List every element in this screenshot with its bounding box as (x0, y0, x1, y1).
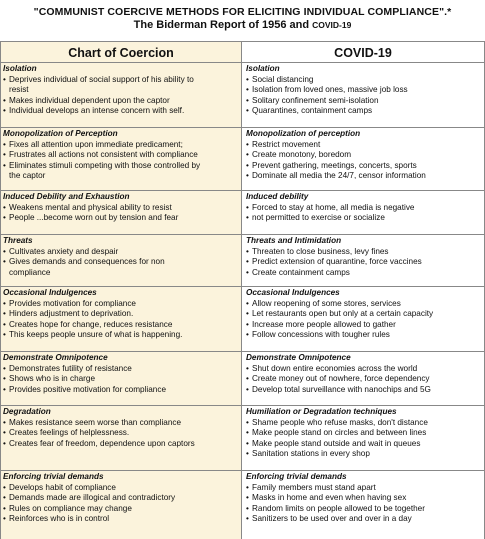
covid-bullet-item (246, 203, 482, 214)
coercion-section (1, 63, 241, 128)
coercion-section-title: Occasional Indulgences (3, 288, 97, 297)
covid-bullet-item (246, 75, 482, 86)
coercion-bullet-text: resist (9, 85, 29, 95)
coercion-section (1, 235, 241, 287)
coercion-column (0, 41, 242, 539)
covid-bullet-text: Create money out of nowhere, force dependency (252, 374, 430, 384)
covid-bullet-item (246, 106, 482, 117)
covid-bullet-text: Quarantines, containment camps (252, 106, 373, 116)
covid-bullet-item (246, 493, 482, 504)
covid-bullet-text: not permitted to exercise or socialize (252, 213, 385, 223)
covid-bullet-text: Masks in home and even when having sex (252, 493, 407, 503)
coercion-bullet-item (3, 96, 239, 107)
coercion-bullet-item (3, 320, 239, 331)
coercion-bullet-text: Creates feelings of helplessness. (9, 428, 130, 438)
coercion-bullet-text: the captor (9, 171, 46, 181)
covid-bullet-item (246, 504, 482, 515)
covid-bullet-text: Follow concessions with tougher rules (252, 330, 390, 340)
coercion-bullet-item (3, 309, 239, 320)
covid-section (242, 128, 484, 191)
covid-section-title: Monopolization of perception (246, 129, 361, 138)
coercion-bullet-text: Individual develops an intense concern with self. (9, 106, 185, 116)
covid-bullet-item (246, 161, 482, 172)
coercion-section (1, 287, 241, 352)
covid-bullet-text: Predict extension of quarantine, force vaccines (252, 257, 422, 267)
covid-bullet-text: Let restaurants open but only at a certain capacity (252, 309, 434, 319)
covid-section (242, 352, 484, 406)
covid-bullet-text: Make people stand on circles and between lines (252, 428, 427, 438)
coercion-section-title: Isolation (3, 64, 37, 73)
coercion-column-header: Chart of Coercion (1, 41, 241, 63)
covid-bullet-item (246, 428, 482, 439)
covid-bullet-item (246, 418, 482, 429)
covid-bullet-item (246, 213, 482, 224)
coercion-bullet-text: Creates fear of freedom, dependence upon captors (9, 438, 195, 448)
coercion-section (1, 352, 241, 406)
covid-bullet-text: Forced to stay at home, all media is negative (252, 202, 415, 212)
covid-bullet-item (246, 299, 482, 310)
coercion-bullet-text: Hinders adjustment to deprivation. (9, 309, 134, 319)
covid-bullet-item (246, 171, 482, 182)
covid-bullet-text: Threaten to close business, levy fines (252, 246, 389, 256)
coercion-bullet-item (3, 504, 239, 515)
covid-section-title: Occasional Indulgences (246, 288, 340, 297)
covid-column (242, 41, 485, 539)
covid-bullet-item (246, 96, 482, 107)
covid-column-header: COVID-19 (242, 41, 484, 63)
coercion-bullet-item (3, 161, 239, 182)
covid-bullet-text: Create containment camps (252, 267, 350, 277)
covid-bullet-text: Family members must stand apart (252, 482, 376, 492)
coercion-bullet-text: Reinforces who is in control (9, 514, 110, 524)
coercion-bullet-item (3, 483, 239, 494)
coercion-bullet-text: Rules on compliance may change (9, 503, 132, 513)
coercion-section (1, 406, 241, 471)
coercion-bullet-text: Makes individual dependent upon the captor (9, 95, 170, 105)
covid-bullet-text: Random limits on people allowed to be together (252, 503, 425, 513)
coercion-bullet-item (3, 247, 239, 258)
covid-section (242, 287, 484, 352)
header-subtitle (0, 19, 485, 31)
coercion-section-title: Degradation (3, 407, 51, 416)
coercion-bullet-text: compliance (9, 267, 51, 277)
covid-bullet-item (246, 330, 482, 341)
coercion-bullet-text: Deprives individual of social support of his ability to (9, 74, 194, 84)
coercion-bullet-item (3, 299, 239, 310)
covid-section (242, 191, 484, 235)
covid-bullet-item (246, 385, 482, 396)
coercion-bullet-text: Provides motivation for compliance (9, 298, 136, 308)
coercion-bullet-item (3, 493, 239, 504)
covid-bullet-item (246, 309, 482, 320)
covid-bullet-text: Shut down entire economies across the world (252, 363, 418, 373)
covid-section (242, 63, 484, 128)
covid-bullet-item (246, 140, 482, 151)
covid-bullet-item (246, 449, 482, 460)
comparison-table (0, 41, 485, 539)
covid-bullet-text: Dominate all media the 24/7, censor information (252, 171, 426, 181)
header-title: "COMMUNIST COERCIVE METHODS FOR ELICITING INDIVIDUAL COMPLIANCE".* (33, 6, 452, 18)
coercion-section (1, 191, 241, 235)
covid-bullet-item (246, 150, 482, 161)
covid-bullet-item (246, 320, 482, 331)
covid-bullet-text: Sanitizers to be used over and over in a day (252, 514, 412, 524)
coercion-bullet-text: Weakens mental and physical ability to resist (9, 202, 172, 212)
covid-bullet-text: Allow reopening of some stores, services (252, 298, 401, 308)
covid-section-title: Induced debility (246, 192, 309, 201)
coercion-bullet-item (3, 364, 239, 375)
coercion-section (1, 128, 241, 191)
header-subtitle-main: The Biderman Report of 1956 and (133, 19, 313, 31)
coercion-bullet-item (3, 514, 239, 525)
coercion-bullet-item (3, 330, 239, 341)
coercion-bullet-item (3, 374, 239, 385)
coercion-section-title: Monopolization of Perception (3, 129, 118, 138)
covid-bullet-text: Sanitation stations in every shop (252, 449, 370, 459)
covid-bullet-text: Solitary confinement semi-isolation (252, 95, 379, 105)
coercion-section-title: Demonstrate Omnipotence (3, 353, 108, 362)
covid-section-title: Isolation (246, 64, 280, 73)
covid-section (242, 235, 484, 287)
covid-bullet-item (246, 374, 482, 385)
covid-bullet-text: Make people stand outside and wait in queues (252, 438, 421, 448)
coercion-bullet-text: Shows who is in charge (9, 374, 96, 384)
coercion-bullet-item (3, 439, 239, 450)
coercion-section (1, 471, 241, 539)
covid-bullet-item (246, 364, 482, 375)
coercion-bullet-item (3, 418, 239, 429)
report-header (0, 0, 485, 38)
coercion-bullet-item (3, 106, 239, 117)
coercion-bullet-item (3, 150, 239, 161)
covid-bullet-item (246, 439, 482, 450)
covid-section-title: Enforcing trivial demands (246, 472, 347, 481)
covid-bullet-item (246, 483, 482, 494)
coercion-bullet-text: Provides positive motivation for compliance (9, 384, 166, 394)
coercion-bullet-text: People ...become worn out by tension and fear (9, 213, 179, 223)
coercion-bullet-text: Creates hope for change, reduces resistance (9, 319, 173, 329)
covid-bullet-item (246, 268, 482, 279)
covid-bullet-text: Prevent gathering, meetings, concerts, sports (252, 160, 417, 170)
covid-bullet-text: Develop total surveillance with nanochips and 5G (252, 384, 431, 394)
coercion-bullet-item (3, 257, 239, 278)
header-subtitle-covid: COVID-19 (312, 20, 352, 30)
covid-section (242, 406, 484, 471)
coercion-bullet-text: Cultivates anxiety and despair (9, 246, 119, 256)
coercion-bullet-text: Frustrates all actions not consistent with compliance (9, 150, 198, 160)
covid-section-title: Threats and Intimidation (246, 236, 342, 245)
covid-bullet-text: Restrict movement (252, 139, 321, 149)
coercion-bullet-item (3, 140, 239, 151)
coercion-bullet-text: Gives demands and consequences for non (9, 257, 165, 267)
covid-bullet-item (246, 514, 482, 525)
covid-bullet-item (246, 247, 482, 258)
covid-bullet-text: Create monotony, boredom (252, 150, 352, 160)
coercion-section-title: Induced Debility and Exhaustion (3, 192, 130, 201)
coercion-bullet-text: Demands made are illogical and contradictory (9, 493, 176, 503)
covid-section-title: Demonstrate Omnipotence (246, 353, 351, 362)
coercion-bullet-item (3, 75, 239, 96)
coercion-bullet-text: Demonstrates futility of resistance (9, 363, 132, 373)
coercion-bullet-item (3, 203, 239, 214)
coercion-section-title: Enforcing trivial demands (3, 472, 104, 481)
coercion-bullet-text: This keeps people unsure of what is happening. (9, 330, 183, 340)
covid-bullet-item (246, 257, 482, 268)
covid-bullet-text: Increase more people allowed to gather (252, 319, 396, 329)
covid-bullet-item (246, 85, 482, 96)
coercion-bullet-text: Makes resistance seem worse than compliance (9, 417, 182, 427)
coercion-bullet-item (3, 428, 239, 439)
coercion-bullet-text: Fixes all attention upon immediate predicament; (9, 139, 183, 149)
covid-bullet-text: Isolation from loved ones, massive job loss (252, 85, 408, 95)
coercion-bullet-item (3, 213, 239, 224)
coercion-bullet-text: Develops habit of compliance (9, 482, 116, 492)
covid-section (242, 471, 484, 539)
covid-bullet-text: Shame people who refuse masks, don't distance (252, 417, 428, 427)
coercion-bullet-text: Eliminates stimuli competing with those controlled by (9, 160, 201, 170)
coercion-section-title: Threats (3, 236, 33, 245)
coercion-bullet-item (3, 385, 239, 396)
covid-section-title: Humiliation or Degradation techniques (246, 407, 397, 416)
covid-bullet-text: Social distancing (252, 74, 314, 84)
